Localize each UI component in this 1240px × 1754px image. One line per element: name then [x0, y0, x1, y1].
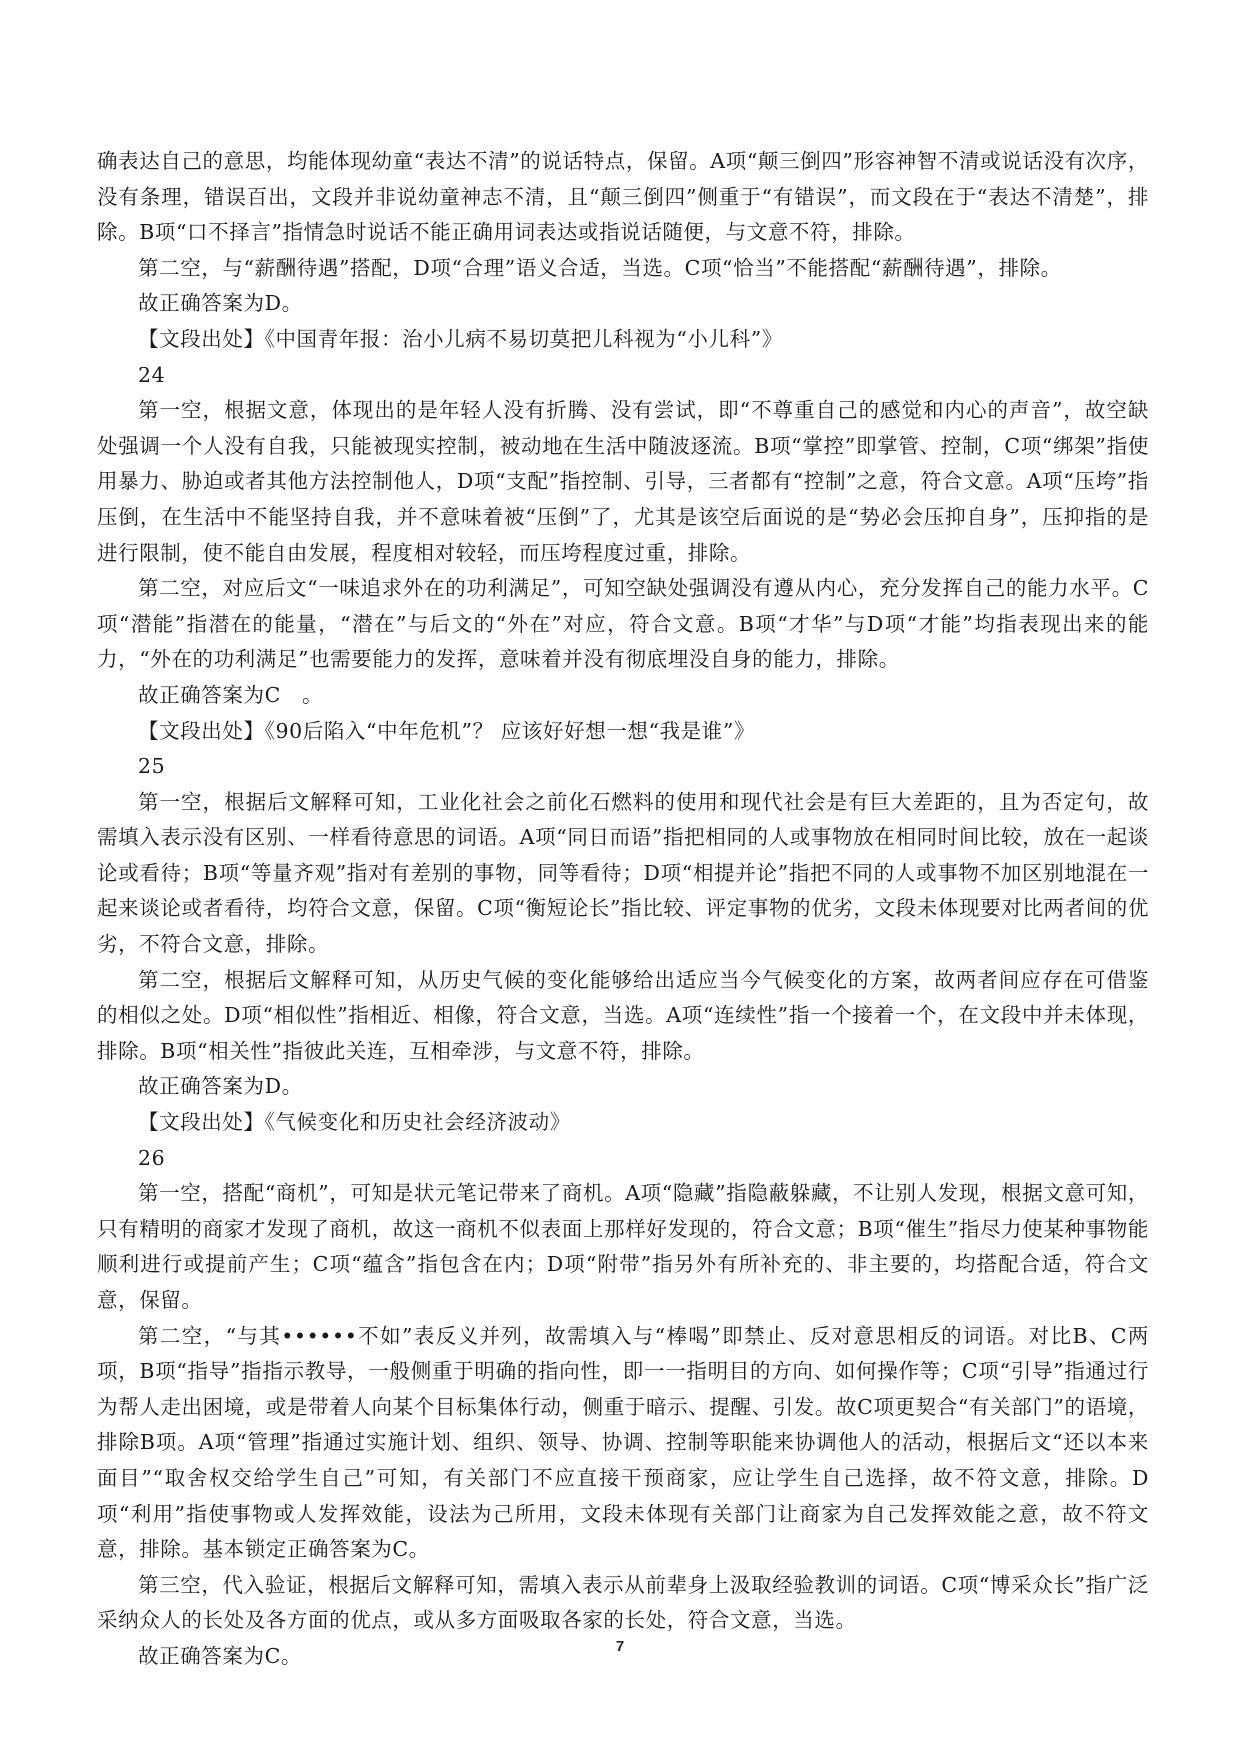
document-body [97, 144, 1149, 1675]
paragraph-blank1-q24: 第一空，根据文意，体现出的是年轻人没有折腾、没有尝试，即“不尊重自己的感觉和内心的声音”，故空缺处强调一个人没有自我，只能被现实控制，被动地在生活中随波逐流。B项“掌控”即掌管、控制，C项“绑架”指使用暴力、胁迫或者其他方法控制他人，D项“支配”指控制、引导，三者都有“控制”之意，符合文意。A项“压垮”指压倒，在生活中不能坚持自我，并不意味着被“压倒”了，尤其是该空后面说的是“势必会压抑自身”，压抑指的是进行限制，使不能自由发展，程度相对较轻，而压垮程度过重，排除。 [97, 398, 1149, 565]
answer-q25: 故正确答案为D。 [138, 1074, 303, 1099]
paragraph-continuation: 确表达自己的意思，均能体现幼童“表达不清”的说话特点，保留。A项“颠三倒四”形容神智不清或说话没有次序，没有条理，错误百出，文段并非说幼童神志不清，且“颠三倒四”侧重于“有错误”，而文段在于“表达不清楚”，排除。B项“口不择言”指情急时说话不能正确用词表达或指说话随便，与文意不符，排除。 [97, 149, 1149, 245]
answer-q24: 故正确答案为C 。 [138, 682, 324, 707]
paragraph-blank2-q26: 第二空，“与其••••••不如”表反义并列，故需填入与“棒喝”即禁止、反对意思相反的词语。对比B、C两项，B项“指导”指指示教导，一般侧重于明确的指向性，即一一指明目的方向、如何操作等；C项“引导”指通过行为帮人走出困境，或是带着人向某个目标集体行动，侧重于暗示、提醒、引发。故C项更契合“有关部门”的语境，排除B项。A项“管理”指通过实施计划、组织、领导、协调、控制等职能来协调他人的活动，根据后文“还以本来面目”“取舍权交给学生自己”可知，有关部门不应直接干预商家，应让学生自己选择，故不符文意，排除。D项“利用”指使事物或人发挥效能，设法为己所用，文段未体现有关部门让商家为自己发挥效能之意，故不符文意，排除。基本锁定正确答案为C。 [97, 1323, 1149, 1562]
paragraph-blank1-q25: 第一空，根据后文解释可知，工业化社会之前化石燃料的使用和现代社会是有巨大差距的，且为否定句，故需填入表示没有区别、一样看待意思的词语。A项“同日而语”指把相同的人或事物放在相同时间比较，放在一起谈论或看待；B项“等量齐观”指对有差别的事物，同等看待；D项“相提并论”指把不同的人或事物不加区别地混在一起来谈论或者看待，均符合文意，保留。C项“衡短论长”指比较、评定事物的优劣，文段未体现要对比两者间的优劣，不符合文意，排除。 [97, 789, 1149, 957]
source-q24: 【文段出处】《90后陷入“中年危机”？ 应该好好想一想“我是谁”》 [138, 718, 756, 743]
paragraph-blank2-q24: 第二空，对应后文“一味追求外在的功利满足”，可知空缺处强调没有遵从内心，充分发挥自己的能力水平。C项“潜能”指潜在的能量，“潜在”与后文的“外在”对应，符合文意。B项“才华”与D项“才能”均指表现出来的能力，“外在的功利满足”也需要能力的发挥，意味着并没有彻底埋没自身的能力，排除。 [97, 576, 1149, 672]
source-q25: 【文段出处】《气候变化和历史社会经济波动》 [138, 1110, 571, 1135]
page-number: 7 [615, 1638, 625, 1655]
source-q23: 【文段出处】《中国青年报：治小儿病不易切莫把儿科视为“小儿科”》 [138, 326, 783, 351]
answer-q23: 故正确答案为D。 [138, 291, 303, 316]
paragraph-blank2-q25: 第二空，根据后文解释可知，从历史气候的变化能够给出适应当今气候变化的方案，故两者间应存在可借鉴的相似之处。D项“相似性”指相近、相像，符合文意，当选。A项“连续性”指一个接着一个，在文段中并未体现，排除。B项“相关性”指彼此关连，互相牵涉，与文意不符，排除。 [97, 967, 1149, 1063]
paragraph-blank2-q23: 第二空，与“薪酬待遇”搭配，D项“合理”语义合适，当选。C项“恰当”不能搭配“薪酬待遇”，排除。 [138, 255, 1062, 280]
answer-q26: 故正确答案为C。 [138, 1643, 302, 1668]
question-number-25: 25 [138, 754, 166, 779]
paragraph-blank1-q26: 第一空，搭配“商机”，可知是状元笔记带来了商机。A项“隐藏”指隐蔽躲藏，不让别人发现，根据文意可知，只有精明的商家才发现了商机，故这一商机不似表面上那样好发现的，符合文意；B项“催生”指尽力使某种事物能顺利进行或提前产生；C项“蕴含”指包含在内；D项“附带”指另外有所补充的、非主要的，均搭配合适，符合文意，保留。 [97, 1181, 1149, 1312]
paragraph-blank3-q26: 第三空，代入验证，根据后文解释可知，需填入表示从前辈身上汲取经验教训的词语。C项“博采众长”指广泛采纳众人的长处及各方面的优点，或从多方面吸取各家的长处，符合文意，当选。 [97, 1572, 1149, 1633]
question-number-26: 26 [138, 1145, 166, 1170]
question-number-24: 24 [138, 362, 166, 387]
